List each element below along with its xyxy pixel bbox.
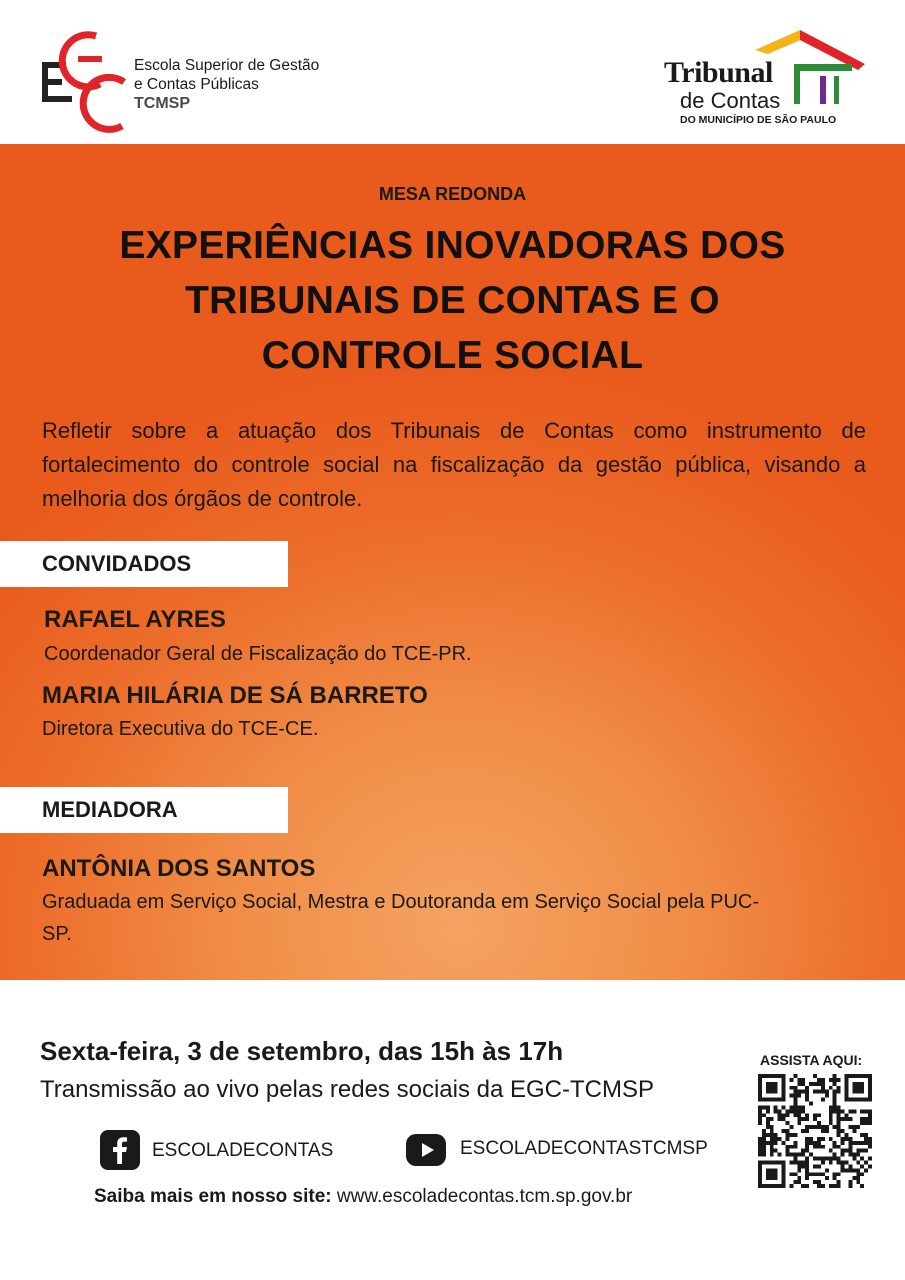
- event-description: Refletir sobre a atuação dos Tribunais de Contas como instrumento de fortalecimento do controle social na fiscalização da gestão pública, visando a melhoria dos órgãos de controle.: [42, 418, 866, 511]
- guest-role-1: Coordenador Geral de Fiscalização do TCE-PR.: [44, 643, 472, 665]
- title-line-3: CONTROLE SOCIAL: [261, 334, 644, 377]
- event-datetime: Sexta-feira, 3 de setembro, das 15h às 17h: [40, 1036, 564, 1066]
- guest-name-1: RAFAEL AYRES: [44, 606, 226, 633]
- guest-name-2: MARIA HILÁRIA DE SÁ BARRETO: [42, 682, 428, 709]
- egc-name: [134, 56, 319, 113]
- site-url[interactable]: www.escoladecontas.tcm.sp.gov.br: [336, 1186, 633, 1207]
- guests-heading-band: [0, 541, 288, 587]
- moderator-role-line2: SP.: [42, 923, 72, 945]
- egc-line1: Escola Superior de Gestão: [134, 57, 320, 74]
- stream-info: Transmissão ao vivo pelas redes sociais da EGC-TCMSP: [40, 1076, 654, 1103]
- egc-line3: TCMSP: [134, 95, 190, 112]
- egc-logo: [38, 30, 134, 134]
- facebook-label: ESCOLADECONTAS: [152, 1140, 334, 1161]
- title-line-2: TRIBUNAIS DE CONTAS E O: [185, 279, 720, 322]
- moderator-heading-band: [0, 787, 288, 833]
- de-contas-word: de Contas: [680, 88, 781, 113]
- site-label: Saiba mais em nosso site:: [94, 1186, 332, 1207]
- event-title: [60, 218, 845, 383]
- youtube-link[interactable]: [406, 1130, 726, 1172]
- facebook-link[interactable]: [100, 1130, 360, 1172]
- tribunal-word: Tribunal: [664, 56, 773, 89]
- moderator-role-line1: Graduada em Serviço Social, Mestra e Doutoranda em Serviço Social pela PUC-: [42, 891, 759, 913]
- guests-heading: CONVIDADOS: [42, 551, 192, 576]
- title-line-1: EXPERIÊNCIAS INOVADORAS DOS: [119, 224, 786, 267]
- moderator-heading: MEDIADORA: [42, 797, 178, 822]
- youtube-label: ESCOLADECONTASTCMSP: [460, 1138, 708, 1159]
- facebook-icon: [100, 1130, 140, 1170]
- event-panel: [0, 144, 905, 980]
- qr-code[interactable]: [758, 1074, 872, 1188]
- header: [0, 0, 905, 144]
- youtube-icon: [406, 1130, 446, 1170]
- event-kicker: MESA REDONDA: [378, 184, 527, 204]
- guest-role-2: Diretora Executiva do TCE-CE.: [42, 718, 319, 740]
- egc-line2: e Contas Públicas: [134, 76, 259, 93]
- site-line: [94, 1186, 632, 1208]
- moderator-name: ANTÔNIA DOS SANTOS: [42, 855, 316, 882]
- municipio-caption: DO MUNICÍPIO DE SÃO PAULO: [680, 114, 837, 126]
- qr-label: ASSISTA AQUI:: [760, 1052, 863, 1068]
